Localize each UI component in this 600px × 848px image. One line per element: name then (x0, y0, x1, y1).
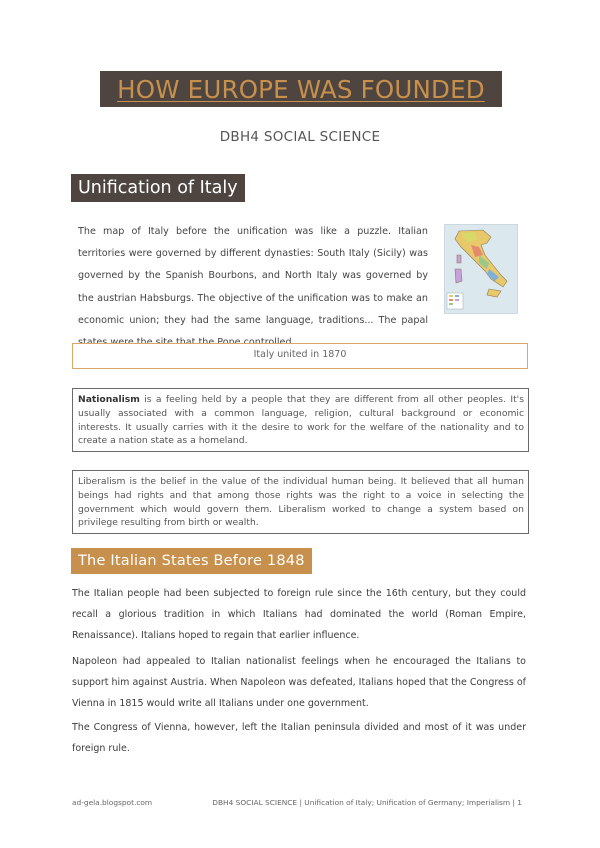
intro-paragraph: The map of Italy before the unification was like a puzzle. Italian territories were governed by different dynasties: South Italy (Sicily) was governed by the Spanish Bourbons, and North Italy was governed by the austrian Habsburgs. The objective of the unification was to make an economic union; they had the same language, traditions... The papal (78, 226, 428, 326)
italy-map-image (444, 224, 518, 314)
liberalism-definition-box (72, 470, 529, 534)
nationalism-definition-box (72, 388, 529, 452)
section-heading-unification: Unification of Italy (71, 174, 245, 202)
nationalism-term: Nationalism (78, 394, 140, 405)
title-band (100, 71, 502, 107)
nationalism-definition: is a feeling held by a people that they are different from all other peoples. It's usually associated with a common language, religion, cultural background or economic interests. It usually carries with it the desire to work for the welfare of the nationality and to create a nation state as a homeland. (78, 394, 524, 447)
footer-course-info: DBH4 SOCIAL SCIENCE | Unification of Italy; Unification of Germany; Imperialism | 1 (212, 798, 522, 807)
page-title: HOW EUROPE WAS FOUNDED (117, 75, 485, 104)
italy-map-icon (445, 225, 517, 313)
paragraph-napoleon: Napoleon had appealed to Italian nationalist feelings when he encouraged the Italians to support him against Austria. When Napoleon was defeated, Italians hoped that the Congress of Vienna in 1815 would write all Italians under one government. (72, 656, 526, 710)
paragraph-congress-vienna: The Congress of Vienna, however, left the Italian peninsula divided and most of it was under foreign rule. (72, 722, 526, 755)
page-subtitle: DBH4 SOCIAL SCIENCE (219, 129, 381, 145)
map-caption: Italy united in 1870 (253, 349, 347, 360)
section-heading-italian-states: The Italian States Before 1848 (71, 548, 312, 574)
paragraph-foreign-rule: The Italian people had been subjected to foreign rule since the 16th century, but they could recall a glorious tradition in which Italians had dominated the world (Roman Empire, Renaissance). Italians hoped to regain that earlier influence. (72, 588, 526, 642)
footer-blog-url: ad-gela.blogspot.com (72, 798, 153, 807)
map-caption-box (72, 343, 528, 369)
liberalism-definition: Liberalism is the belief in the value of the individual human being. It believed that all human beings had rights and that among those rights was the right to a voice in selecting the government which would govern them. Liberalism worked to change a system based on privilege resulting from birth or wealth. (78, 476, 524, 529)
